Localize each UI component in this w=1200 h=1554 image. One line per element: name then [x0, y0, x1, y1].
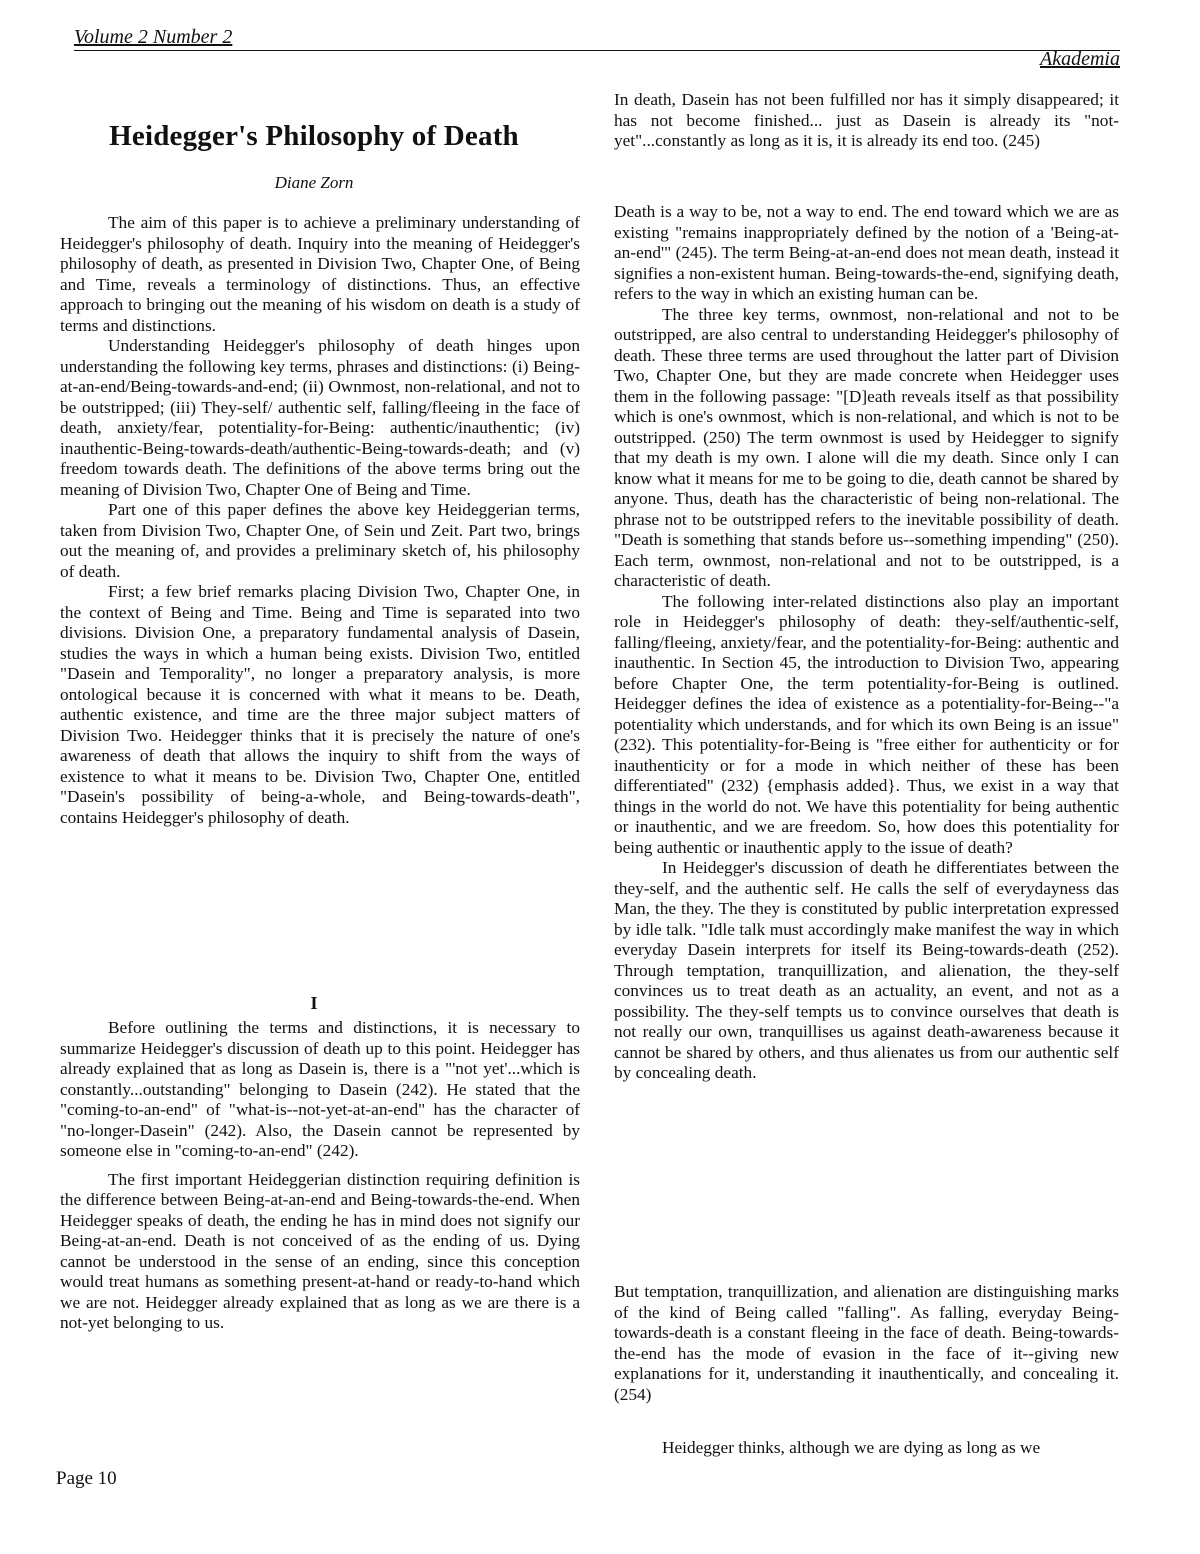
paragraph-parts: Part one of this paper defines the above key Heideggerian terms, taken from Division Two, Chapter One, of Sein und Zeit. Part two, brings out the meaning of, and provides a preliminary sketch of, his philosophy of death.	[60, 500, 580, 581]
paragraph-distinction: The first important Heideggerian distinction requiring definition is the difference between Being-at-an-end and Being-towards-the-end. When Heidegger speaks of death, the ending he has in mind does not signify our Being-at-an-end. Death is not conceived of as the ending of us. Dying cannot be understood in the sense of an ending, since this conception would treat humans as something present-at-hand or ready-to-hand which we are not. Heidegger already explained that as long as we are there is a not-yet belonging to us.	[60, 1169, 580, 1332]
paragraph-three-terms: The three key terms, ownmost, non-relational and not to be outstripped, are also central to understanding Heidegger's philosophy of death. These three terms are used throughout the latter part of Division Two, Chapter One, but they are made concrete when Heidegger uses them in the following passage: "[D]eath reveals itself as that possibility which is one's ownmost, which is non-relational, and which is not to be outstripped. (250) The term ownmost is used by Heidegger to signify that my death is my own. I alone will die my death. Since only I can know what it means for me to be going to die, death cannot be shared by anyone. Thus, death has the characteristic of being non-relational. The phrase not to be outstripped refers to the inevitable possibility of death. "Death is something that stands before us--something impending" (250). Each term, ownmost, non-relational and not to be outstripped, is a characteristic of death.	[614, 304, 1119, 590]
paragraph-summary: Before outlining the terms and distinctions, it is necessary to summarize Heidegger's discussion of death up to this point. Heidegger has already explained that as long as Dasein is, there is a "'not yet'...which is constantly...outstanding" belonging to Dasein (242). He stated that the "coming-to-an-end" of "what-is--not-yet-at-an-end" has the character of "no-longer-Dasein" (242). Also, the Dasein cannot be represented by someone else in "coming-to-an-end" (242).	[60, 1018, 580, 1160]
header-rule	[74, 50, 1120, 51]
paragraph-interrelated: The following inter-related distinctions also play an important role in Heidegger's philosophy of death: they-self/authentic-self, falling/fleeing, anxiety/fear, and the potentiality-for-Being: authentic and inauthentic. In Section 45, the introduction to Division Two, appearing before Chapter One, the term potentiality-for-Being is outlined. Heidegger defines the idea of existence as a potentiality-for-Being--"a potentiality which understands, and for which its own Being is an issue" (232). This potentiality-for-Being is "free either for authenticity or for inauthenticity or for a mode in which neither of these has been differentiated" (232) {emphasis added}. Thus, we exist in a way that things in the world do not. We have this potentiality for being authentic or inauthentic, and we are freedom. So, how does this potentiality for being authentic or inauthentic apply to the issue of death?	[614, 591, 1119, 857]
paragraph-they-self: In Heidegger's discussion of death he differentiates between the they-self, and the authentic self. He calls the self of everydayness das Man, the they. The they is constituted by public interpretation expressed by idle talk. "Idle talk must accordingly make manifest the way in which everyday Dasein interprets for itself its Being-towards-death (252). Through temptation, tranquillization, and alienation, the they-self convinces us to treat death as an actuality, an event, and not as a possibility. The they-self tempts us to convince ourselves that death is not really our own, tranquillises us against death-awareness because it cannot be shared by others, and thus alienates us from our authentic self by concealing death.	[614, 858, 1119, 1082]
block-quote-1	[614, 90, 1119, 152]
journal-volume: Volume 2 Number 2	[74, 26, 233, 48]
paragraph-continuation: Heidegger thinks, although we are dying as long as we	[662, 1438, 1041, 1457]
paragraph-context: First; a few brief remarks placing Division Two, Chapter One, in the context of Being and Time. Being and Time is separated into two divisions. Division One, a preparatory fundamental analysis of Dasein, studies the ways in which a human being exists. Division Two, entitled "Dasein and Temporality", no longer a preparatory analysis, is more ontological because it is concerned with what it means to be. Death, authentic existence, and time are the three major subject matters of Division Two. Heidegger thinks that it is precisely the nature of one's awareness of death that allows the inquiry to shift from the ways of existence to what it means to be. Division Two, Chapter One, entitled "Dasein's possibility of being-a-whole, and Being-towards-death", contains Heidegger's philosophy of death.	[60, 582, 580, 827]
page-number: Page 10	[56, 1468, 117, 1489]
left-column-upper	[60, 213, 580, 828]
right-column-main	[614, 202, 1119, 1084]
article-author: Diane Zorn	[274, 173, 354, 192]
section-heading: I	[310, 993, 318, 1013]
article-title: Heidegger's Philosophy of Death	[109, 120, 519, 152]
quote-death-fulfilled: In death, Dasein has not been fulfilled nor has it simply disappeared; it has not become finished... just as Dasein is already its "not-yet"...constantly as long as it is, it is already its end too. (245)	[614, 90, 1119, 150]
quote-falling: But temptation, tranquillization, and alienation are distinguishing marks of the kind of Being called "falling". As falling, everyday Being-towards-death is a constant fleeing in the face of death. Being-towards-the-end has the mode of evasion in the face of it--giving new explanations for it, understanding it inauthentically, and concealing it. (254)	[614, 1282, 1119, 1404]
paragraph-key-terms: Understanding Heidegger's philosophy of death hinges upon understanding the following key terms, phrases and distinctions: (i) Being-at-an-end/Being-towards-and-end; (ii) Ownmost, non-relational, and not to be outstripped; (iii) They-self/ authentic self, falling/fleeing in the face of death, anxiety/fear, potentiality-for-Being: authentic/inauthentic; (iv) inauthentic-Being-towards-death/authentic-Being-towards-death; and (v) freedom towards death. The definitions of the above terms bring out the meaning of Division Two, Chapter One of Being and Time.	[60, 336, 580, 499]
journal-name: Akademia	[1040, 48, 1120, 70]
paragraph-way-to-be: Death is a way to be, not a way to end. The end toward which we are as existing "remains inappropriately defined by the notion of a 'Being-at-an-end'" (245). The term Being-at-an-end does not mean death, instead it signifies a non-existent human. Being-towards-the-end, signifying death, refers to the way in which an existing human can be.	[614, 202, 1119, 303]
left-column-lower	[60, 1018, 580, 1334]
block-quote-2	[614, 1282, 1119, 1405]
right-column-continuation	[614, 1438, 1119, 1459]
paragraph-aim: The aim of this paper is to achieve a preliminary understanding of Heidegger's philosophy of death. Inquiry into the meaning of Heidegger's philosophy of death, as presented in Division Two, Chapter One, of Being and Time, reveals a terminology of distinctions. Thus, an effective approach to bringing out the meaning of his wisdom on death is a study of terms and distinctions.	[60, 213, 580, 335]
